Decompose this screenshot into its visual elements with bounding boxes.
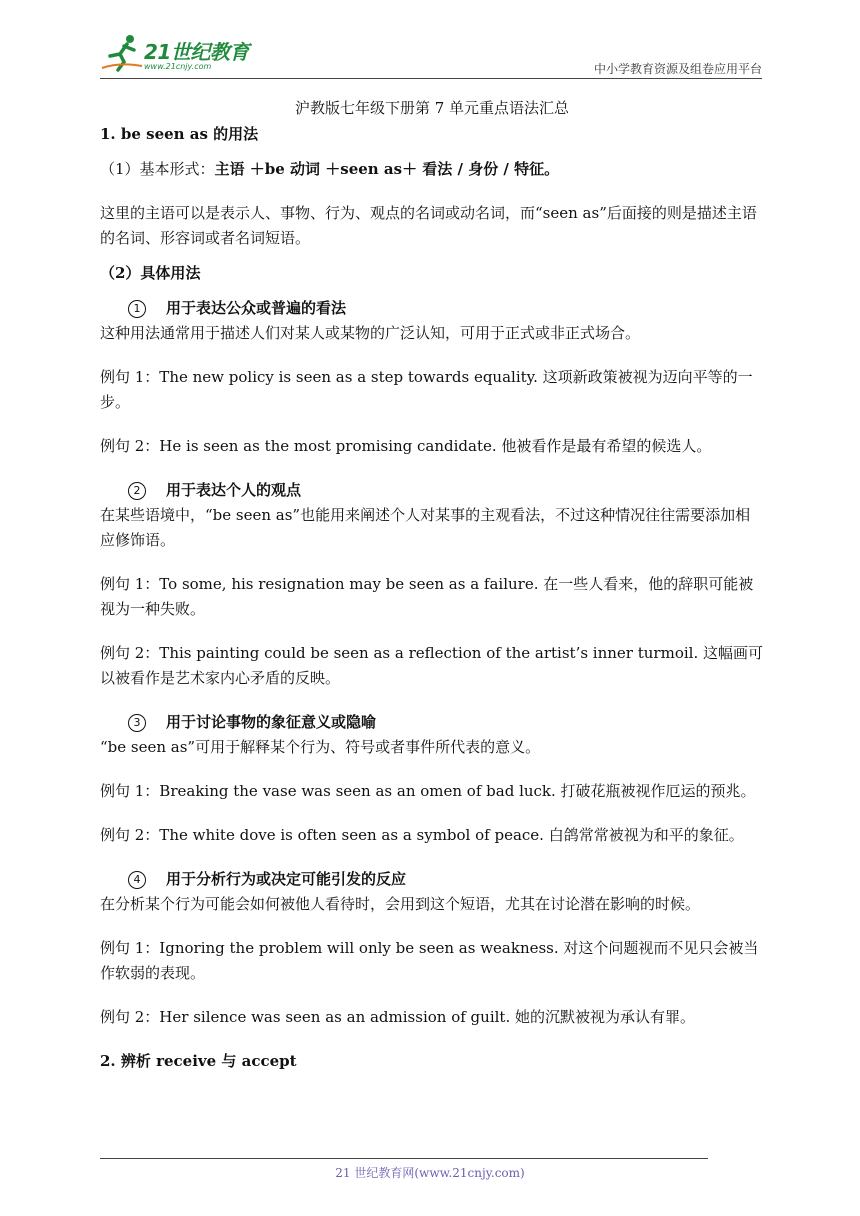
- usage-4-example-1: 例句 1：Ignoring the problem will only be seen as weakness. 对这个问题视而不见只会被当作软弱的表现。: [100, 939, 759, 982]
- logo-url: www.21cnjy.com: [144, 62, 212, 71]
- basic-form: [100, 157, 764, 182]
- runner-logo-icon: [100, 32, 144, 72]
- usage-4-title: 4 用于分析行为或决定可能引发的反应: [100, 867, 764, 892]
- document-body: [100, 96, 764, 1074]
- usage-1-desc: 这种用法通常用于描述人们对某人或某物的广泛认知，可用于正式或非正式场合。: [100, 324, 641, 342]
- usage-3-example-2: 例句 2：The white dove is often seen as a symbol of peace. 白鸽常常被视为和平的象征。: [100, 826, 744, 844]
- footer-link[interactable]: 21 世纪教育网(www.21cnjy.com): [335, 1166, 525, 1180]
- usage-heading: （2）具体用法: [100, 264, 201, 282]
- circled-number-1: 1: [128, 300, 146, 318]
- usage-2-example-1: 例句 1：To some, his resignation may be seen as a failure. 在一些人看来，他的辞职可能被视为一种失败。: [100, 575, 754, 618]
- usage-1-example-1: 例句 1：The new policy is seen as a step towards equality. 这项新政策被视为迈向平等的一步。: [100, 368, 753, 411]
- usage-2-title: 2 用于表达个人的观点: [100, 478, 764, 503]
- section-2-heading: 2. 辨析 receive 与 accept: [100, 1052, 297, 1070]
- logo-text: 21世纪教育: [144, 40, 249, 64]
- circled-number-3: 3: [128, 714, 146, 732]
- subject-explanation: 这里的主语可以是表示人、事物、行为、观点的名词或动名词，而“seen as”后面接的则是描述主语的名词、形容词或者名词短语。: [100, 204, 757, 247]
- basic-form-label: （1）基本形式：: [100, 160, 215, 178]
- circled-number-4: 4: [128, 871, 146, 889]
- platform-name: 中小学教育资源及组卷应用平台: [593, 62, 762, 76]
- logo: [100, 32, 260, 76]
- usage-4-desc: 在分析某个行为可能会如何被他人看待时，会用到这个短语，尤其在讨论潜在影响的时候。: [100, 895, 701, 913]
- usage-1-example-2: 例句 2：He is seen as the most promising candidate. 他被看作是最有希望的候选人。: [100, 437, 712, 455]
- usage-3-example-1: 例句 1：Breaking the vase was seen as an omen of bad luck. 打破花瓶被视作厄运的预兆。: [100, 782, 756, 800]
- section-1-heading: 1. be seen as 的用法: [100, 125, 259, 143]
- page-title: 沪教版七年级下册第 7 单元重点语法汇总: [294, 99, 570, 117]
- header-divider: [100, 78, 762, 79]
- usage-2-desc: 在某些语境中，“be seen as”也能用来阐述个人对某事的主观看法，不过这种情况往往需要添加相应修饰语。: [100, 506, 751, 549]
- usage-3-desc: “be seen as”可用于解释某个行为、符号或者事件所代表的意义。: [100, 738, 541, 756]
- circled-number-2: 2: [128, 482, 146, 500]
- basic-form-content: 主语 ＋be 动词 ＋seen as＋ 看法 / 身份 / 特征。: [214, 160, 560, 178]
- page-header: [100, 32, 762, 80]
- usage-3-title: 3 用于讨论事物的象征意义或隐喻: [100, 710, 764, 735]
- footer-divider: [100, 1158, 708, 1159]
- usage-4-example-2: 例句 2：Her silence was seen as an admission of guilt. 她的沉默被视为承认有罪。: [100, 1008, 695, 1026]
- usage-2-example-2: 例句 2：This painting could be seen as a reflection of the artist’s inner turmoil. 这幅画可以被看作是艺术家内心矛盾的反映。: [100, 644, 763, 687]
- usage-1-title: 1 用于表达公众或普遍的看法: [100, 296, 764, 321]
